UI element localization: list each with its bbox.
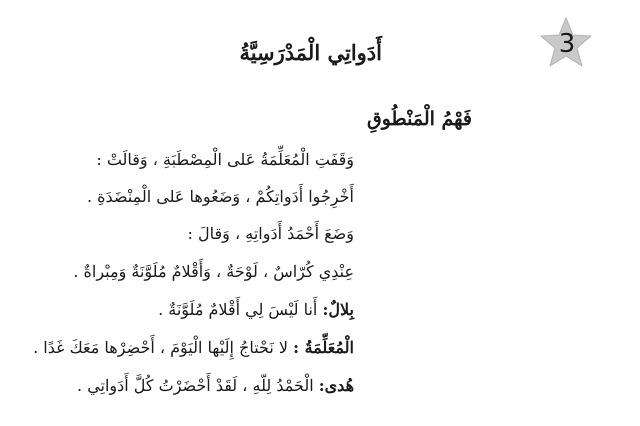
speaker-name: هُدى: xyxy=(318,376,354,395)
speaker-name: بِلالٌ: xyxy=(322,300,354,319)
speaker-name: الْمُعَلِّمَةُ : xyxy=(293,338,354,357)
line-text: لا نَحْتاجُ إِلَيْها الْيَوْمَ ، أَحْضِرْها مَعَكَ غَدًا . xyxy=(33,338,294,357)
lesson-title: أَدَواتِي الْمَدْرَسِيَّةُ xyxy=(239,40,382,65)
line-text: الْحَمْدُ لِلّهِ ، لَقَدْ أَحْضَرْتُ كُلَّ أَدَواتِي . xyxy=(77,376,319,395)
text-line-7 xyxy=(77,376,354,395)
line-text: عِنْدِي كُرّاسٌ ، لَوْحَةٌ ، وَأَقْلامٌ مُلَوَّنَةٌ وَمِبْراةٌ . xyxy=(73,262,354,281)
line-text: أَخْرِجُوا أَدَواتِكُمْ ، وَضَعُوها عَلى الْمِنْضَدَةِ . xyxy=(86,187,354,206)
text-line-3 xyxy=(188,224,354,243)
lesson-number: 3 xyxy=(558,29,576,59)
text-line-2 xyxy=(87,187,354,206)
text-line-6 xyxy=(33,338,354,357)
section-title: فَهْمُ الْمَنْطُوقِ xyxy=(366,108,472,130)
line-text: وَقَفَتِ الْمُعَلِّمَةُ عَلى الْمِصْطَبَةِ ، وَقالَتْ : xyxy=(96,150,354,169)
line-text: أَنا لَيْسَ لِي أَقْلامٌ مُلَوَّنَةٌ . xyxy=(158,300,323,319)
text-line-5 xyxy=(158,300,354,319)
text-line-1 xyxy=(96,150,354,169)
text-line-4 xyxy=(73,262,354,281)
lesson-number-badge xyxy=(536,14,596,74)
line-text: وَضَعَ أَحْمَدُ أَدَواتِهِ ، وَقالَ : xyxy=(187,224,354,243)
